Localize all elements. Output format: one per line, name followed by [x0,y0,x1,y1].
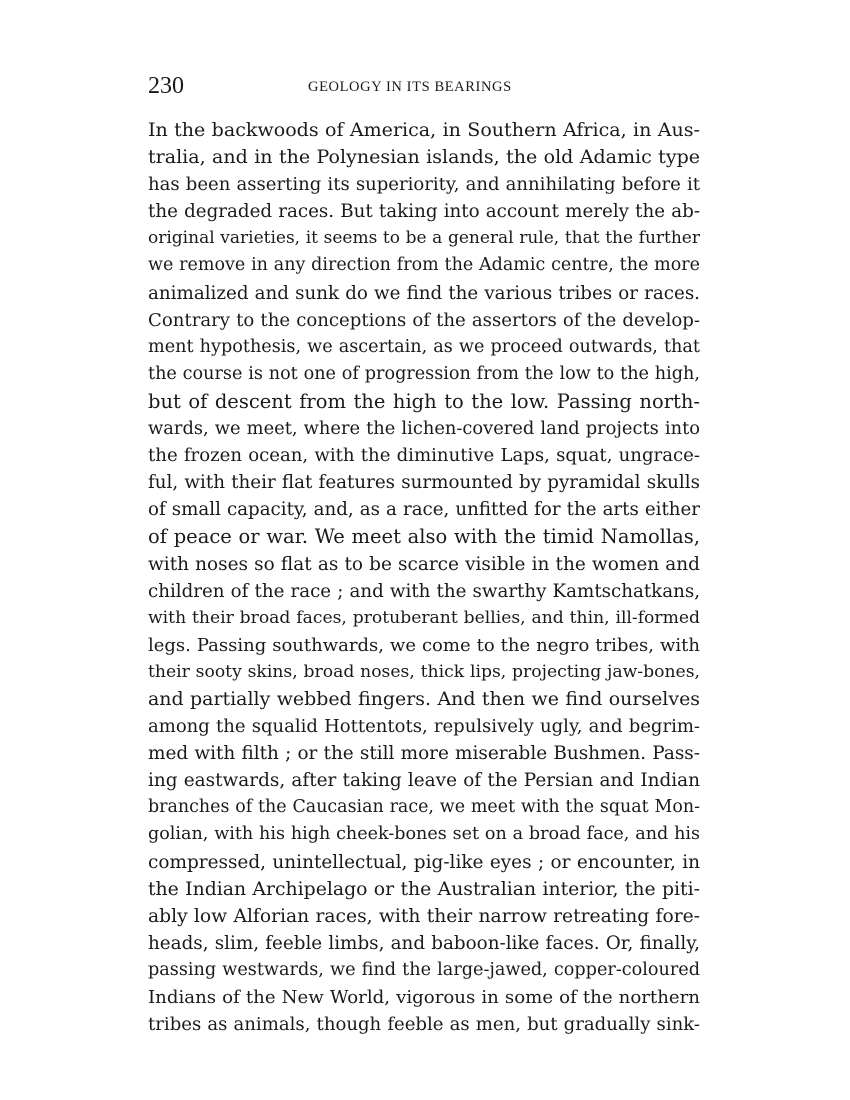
text-line: In the backwoods of America, in Southern Africa, in Aus- [148,119,700,141]
text-line: ment hypothesis, we ascertain, as we proceed outwards, that [148,336,700,357]
text-line: passing westwards, we find the large-jawed, copper-coloured [148,959,700,980]
text-line: branches of the Caucasian race, we meet with the squat Mon- [148,797,700,818]
text-line: has been asserting its superiority, and annihilating before it [148,174,700,196]
text-line: tralia, and in the Polynesian islands, the old Adamic type [148,146,700,169]
text-line: Indians of the New World, vigorous in some of the northern [148,987,700,1008]
text-line: the course is not one of progression from the low to the high, [148,363,700,384]
text-line: of small capacity, and, as a race, unfitted for the arts either [148,499,700,521]
text-line: the Indian Archipelago or the Australian interior, the piti- [148,878,700,900]
text-line: with noses so flat as to be scarce visible in the women and [148,553,700,575]
text-line: wards, we meet, where the lichen-covered land projects into [148,418,700,440]
text-line: ful, with their flat features surmounted by pyramidal skulls [148,472,700,494]
text-line: with their broad faces, protuberant bellies, and thin, ill-formed [148,607,700,628]
text-line: the degraded races. But taking into account merely the ab- [148,201,700,223]
text-line: of peace or war. We meet also with the timid Namollas, [148,525,700,549]
text-line: compressed, unintellectual, pig-like eyes ; or encounter, in [148,851,700,873]
text-line: we remove in any direction from the Adamic centre, the more [148,255,700,276]
text-line: Contrary to the conceptions of the assertors of the develop- [148,309,700,331]
text-line: tribes as animals, though feeble as men, but gradually sink- [148,1014,700,1036]
page-number: 230 [148,73,184,99]
text-line: the frozen ocean, with the diminutive Laps, squat, ungrace- [148,445,700,467]
text-line: legs. Passing southwards, we come to the negro tribes, with [148,634,700,656]
text-line: children of the race ; and with the swarthy Kamtschatkans, [148,580,700,602]
text-line: animalized and sunk do we find the various tribes or races. [148,282,700,304]
text-line: and partially webbed fingers. And then we find ourselves [148,687,700,710]
running-title: GEOLOGY IN ITS BEARINGS [308,79,512,95]
text-line: ably low Alforian races, with their narrow retreating fore- [148,905,700,927]
text-line: heads, slim, feeble limbs, and baboon-like faces. Or, finally, [148,932,700,954]
text-line: their sooty skins, broad noses, thick lips, projecting jaw-bones, [148,661,700,682]
text-line: among the squalid Hottentots, repulsively ugly, and begrim- [148,716,700,738]
text-line: original varieties, it seems to be a general rule, that the further [148,228,700,249]
text-line: golian, with his high cheek-bones set on a broad face, and his [148,824,700,845]
text-line: ing eastwards, after taking leave of the Persian and Indian [148,770,700,792]
body-text [148,117,700,1038]
text-line: med with filth ; or the still more miserable Bushmen. Pass- [148,743,700,765]
text-line: but of descent from the high to the low. Passing north- [148,389,700,413]
running-head [148,72,700,100]
